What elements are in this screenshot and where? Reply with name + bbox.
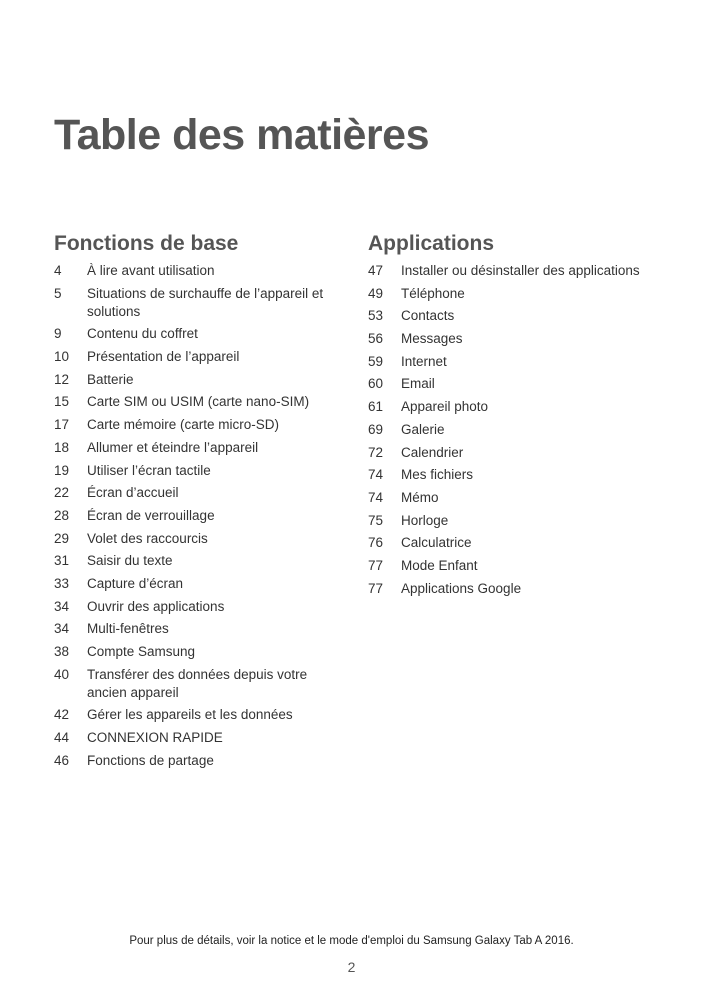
toc-entry-label: Fonctions de partage [87, 752, 214, 768]
toc-entry-label: Appareil photo [401, 399, 489, 415]
toc-entry[interactable] [54, 484, 354, 502]
toc-page-number: 12 [54, 371, 70, 387]
toc-entry[interactable] [54, 393, 354, 411]
toc-entry[interactable] [368, 580, 678, 598]
toc-entry-label: Carte mémoire (carte micro-SD) [87, 417, 280, 433]
toc-page-number: 60 [368, 376, 384, 392]
toc-page-number: 34 [54, 598, 70, 614]
toc-page-number: 5 [54, 285, 62, 301]
toc-page-number: 10 [54, 349, 70, 365]
toc-entry-label: Calendrier [401, 444, 464, 460]
toc-entry[interactable] [54, 575, 354, 593]
toc-page-number: 28 [54, 507, 70, 523]
toc-entry[interactable] [54, 530, 354, 548]
toc-page-number: 77 [368, 580, 384, 596]
toc-entry[interactable] [54, 285, 354, 321]
toc-entry[interactable] [54, 439, 354, 457]
toc-page-number: 17 [54, 417, 70, 433]
toc-page-number: 76 [368, 535, 384, 551]
section-heading: Applications [368, 232, 495, 255]
section-applications [368, 232, 678, 602]
toc-page-number: 49 [368, 285, 384, 301]
toc-entry[interactable] [368, 307, 678, 325]
toc-page-number: 18 [54, 439, 70, 455]
toc-page-number: 74 [368, 467, 384, 483]
toc-entry[interactable] [368, 444, 678, 462]
section-fonctions-de-base [54, 232, 354, 774]
toc-entry-label: Volet des raccourcis [87, 530, 208, 546]
toc-page-number: 61 [368, 399, 384, 415]
toc-entry-label: Saisir du texte [87, 553, 173, 569]
toc-entry-label: Écran d’accueil [87, 485, 179, 501]
section-heading: Fonctions de base [54, 232, 239, 255]
toc-entry-label: Capture d’écran [87, 575, 184, 591]
toc-page-number: 53 [368, 308, 384, 324]
toc-entry[interactable] [54, 643, 354, 661]
toc-entry[interactable] [54, 462, 354, 480]
toc-page-number: 19 [54, 462, 70, 478]
toc-list [368, 262, 678, 598]
toc-entry-label: Contenu du coffret [87, 326, 198, 342]
toc-entry-label: Ouvrir des applications [87, 598, 225, 614]
toc-entry[interactable] [54, 371, 354, 389]
toc-page-number: 40 [54, 666, 70, 682]
toc-list [54, 262, 354, 770]
toc-entry-label: Utiliser l’écran tactile [87, 462, 211, 478]
toc-entry-label: Allumer et éteindre l’appareil [87, 439, 259, 455]
toc-entry[interactable] [368, 330, 678, 348]
toc-page-number: 72 [368, 444, 384, 460]
toc-page-number: 38 [54, 644, 70, 659]
toc-entry-label: Écran de verrouillage [87, 507, 215, 523]
toc-entry-label: Internet [401, 353, 447, 369]
toc-entry-label: Situations de surchauffe de l’appareil et solutions [87, 285, 324, 319]
toc-page-number: 42 [54, 707, 70, 723]
toc-entry[interactable] [368, 398, 678, 416]
toc-page-number: 34 [54, 621, 70, 637]
page-title: Table des matières [54, 110, 429, 159]
toc-entry[interactable] [54, 552, 354, 570]
toc-entry[interactable] [54, 598, 354, 616]
toc-page-number: 47 [368, 263, 384, 278]
toc-entry-label: Messages [401, 331, 463, 347]
toc-page-number: 4 [54, 263, 62, 278]
toc-entry-label: CONNEXION RAPIDE [87, 730, 223, 746]
toc-entry[interactable] [368, 421, 678, 439]
toc-entry[interactable] [54, 348, 354, 366]
toc-entry-label: À lire avant utilisation [87, 263, 215, 278]
toc-entry[interactable] [54, 729, 354, 747]
toc-entry-label: Compte Samsung [87, 644, 196, 659]
toc-entry-label: Mes fichiers [401, 467, 474, 483]
toc-entry[interactable] [368, 534, 678, 552]
toc-entry-label: Présentation de l’appareil [87, 349, 240, 365]
toc-entry-label: Téléphone [401, 285, 465, 301]
toc-entry[interactable] [54, 507, 354, 525]
toc-page-number: 15 [54, 394, 70, 410]
page-number: 2 [347, 959, 356, 975]
toc-entry-label: Mémo [401, 489, 439, 505]
toc-entry-label: Installer ou désinstaller des applications [401, 263, 640, 278]
toc-entry-label: Multi-fenêtres [87, 621, 169, 637]
toc-entry[interactable] [54, 620, 354, 638]
toc-entry-label: Mode Enfant [401, 557, 478, 573]
toc-entry-label: Carte SIM ou USIM (carte nano-SIM) [87, 394, 310, 410]
toc-entry-label: Batterie [87, 371, 134, 387]
toc-entry-label: Transférer des données depuis votre ancien appareil [87, 666, 308, 700]
toc-page-number: 56 [368, 331, 384, 347]
toc-entry-label: Gérer les appareils et les données [87, 707, 293, 723]
toc-page-number: 44 [54, 730, 70, 746]
toc-page-number: 77 [368, 557, 384, 573]
toc-entry[interactable] [54, 752, 354, 770]
toc-entry[interactable] [54, 262, 354, 280]
toc-entry[interactable] [368, 557, 678, 575]
toc-page-number: 69 [368, 421, 384, 437]
toc-entry[interactable] [368, 375, 678, 393]
toc-entry[interactable] [368, 285, 678, 303]
toc-entry[interactable] [368, 353, 678, 371]
toc-entry-label: Applications Google [401, 580, 522, 596]
toc-page-number: 75 [368, 512, 384, 528]
toc-entry-label: Email [401, 376, 435, 392]
toc-entry[interactable] [54, 416, 354, 434]
toc-page-number: 33 [54, 575, 70, 591]
toc-entry[interactable] [54, 706, 354, 724]
toc-page-number: 22 [54, 485, 70, 501]
toc-entry[interactable] [368, 262, 678, 280]
toc-entry-label: Horloge [401, 512, 449, 528]
toc-page-number: 74 [368, 489, 384, 505]
toc-entry[interactable] [368, 512, 678, 530]
toc-page-number: 31 [54, 553, 70, 569]
toc-entry[interactable] [368, 466, 678, 484]
toc-page-number: 59 [368, 353, 384, 369]
toc-page-number: 46 [54, 752, 70, 768]
toc-entry-label: Calculatrice [401, 535, 472, 551]
toc-entry-label: Galerie [401, 421, 445, 437]
toc-page-number: 29 [54, 530, 70, 546]
toc-entry[interactable] [54, 325, 354, 343]
toc-entry-label: Contacts [401, 308, 455, 324]
footer-note: Pour plus de détails, voir la notice et le mode d'emploi du Samsung Galaxy Tab A 2016. [129, 935, 574, 947]
toc-entry[interactable] [368, 489, 678, 507]
toc-page-number: 9 [54, 326, 62, 342]
toc-entry[interactable] [54, 666, 354, 702]
